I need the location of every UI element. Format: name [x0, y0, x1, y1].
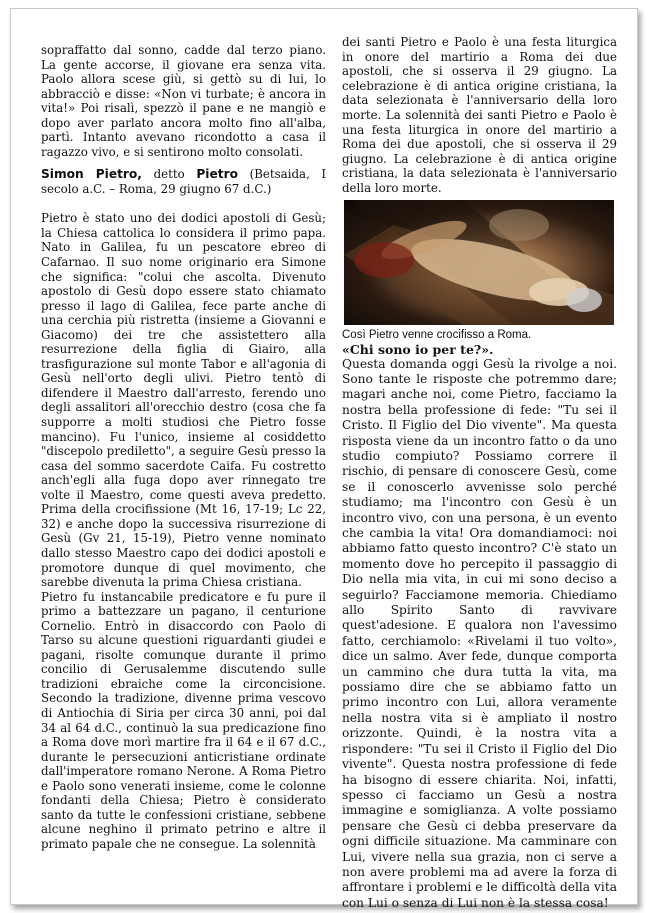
body-paragraph-1: Pietro è stato uno dei dodici apostoli di Gesù; la Chiesa cattolica lo considera il primo papa. Nato in Galilea, fu un pescatore ebreo di Cafarnao. Il suo nome originario era Simone che significa: "colui che ascolta. Divenuto apostolo di Gesù dopo essere stato chiamato presso il lago di Galilea, fece parte anche di una cerchia più ristretta (insieme a Giovanni e Giacomo) dei tre che assistettero alla resurrezione della figlia di Giairo, alla trasfigurazione sul monte Tabor e all'agonia di Gesù nell'orto degli ulivi. Pietro tentò di difendere il Maestro dall'arresto, ferendo uno degli assalitori all'orecchio destro (cosa che fa supporre a molti studiosi che Pietro fosse mancino). Fu l'unico, insieme al cosiddetto "discepolo prediletto", a seguire Gesù presso la casa del sommo sacerdote Caifa. Fu costretto anch'egli alla fuga dopo aver rinnegato tre volte il Maestro, come questi aveva predetto. Prima della crocifissione (Mt 16, 17-19; Lc 22, 32) e anche dopo la successiva risurrezione di Gesù (Gv 21, 15-19), Pietro venne nominato dallo stesso Maestro capo dei dodici apostoli e promotore dunque di quel movimento, che sarebbe divenuta la prima Chiesa cristiana. — [41, 211, 326, 590]
document-page — [10, 8, 638, 910]
heading-detto: detto — [153, 167, 185, 182]
main-paragraph: Questa domanda oggi Gesù la rivolge a noi. Sono tante le risposte che potremmo dare; magari anche noi, come Pietro, facciamo la nostra bella professione di fede: "Tu sei il Cristo. Il Figlio del Dio vivente". Ma questa risposta viene da un incontro fatto o da uno studio compiuto? Possiamo correre il rischio, di pensare di conoscere Gesù, come se il conoscerlo avvenisse solo perché studiamo; ma l'incontro con Gesù è un incontro vivo, con una persona, è un evento che cambia la vita! Ora domandiamoci: noi abbiamo fatto questo incontro? C'è stato un momento dove ho percepito il passaggio di Dio nella mia vita, in cui mi sono deciso a seguirlo? Facciamone memoria. Chiediamo allo Spirito Santo di ravvivare quest'adesione. E qualora non l'avessimo fatto, cerchiamolo: «Rivelami il tuo volto», dice un salmo. Aver fede, dunque comporta un cammino che dura tutta la vita, ma possiamo dire che se abbiamo fatto un primo incontro con Lui, allora veramente nella nostra vita si è ampliato il nostro orizzonte. Quindi, è la nostra vita a rispondere: "Tu sei il Cristo il Figlio del Dio vivente". Questa nostra professione di fede ha bisogno di essere chiarita. Noi, infatti, spesso ci facciamo un Gesù a nostra immagine e somiglianza. A volte possiamo pensare che Gesù ci debba preservare da ogni difficile situazione. Ma camminare con Lui, vivere nella sua grazia, non ci serve a non avere problemi ma ad avere la forza di affrontare i problemi e le difficoltà della vita con Lui o senza di Lui non è la stessa cosa! — [342, 356, 617, 910]
heading-dates: (Betsaida, I secolo a.C. – Roma, 29 giugno 67 d.C.) — [41, 167, 326, 197]
image-caption: Così Pietro venne crocifisso a Roma. — [342, 328, 532, 341]
section-heading — [41, 167, 326, 197]
right-column — [342, 35, 617, 911]
top-paragraph: dei santi Pietro e Paolo è una festa liturgica in onore del martirio a Roma dei due apostoli, che si osserva il 29 giugno. La celebrazione è di antica origine cristiana, la data selezionata è l'anniversario della loro morte. La solennità dei santi Pietro e Paolo è una festa liturgica in onore del martirio a Roma dei due apostoli, che si osserva il 29 giugno. La celebrazione è di antica origine cristiana, la data selezionata è l'anniversario della loro morte. — [342, 35, 617, 195]
body-paragraph-2: Pietro fu instancabile predicatore e fu pure il primo a battezzare un pagano, il centurione Cornelio. Entrò in disaccordo con Paolo di Tarso su alcune questioni riguardanti giudei e pagani, risolte comunque durante il primo concilio di Gerusalemme discutendo sulle tradizioni ebraiche come la circoncisione. Secondo la tradizione, divenne prima vescovo di Antiochia di Siria per circa 30 anni, poi dal 34 al 64 d.C., continuò la sua predicazione fino a Roma dove morì martire fra il 64 e il 67 d.C., durante le persecuzioni anticristiane ordinate dall'imperatore romano Nerone. A Roma Pietro e Paolo sono venerati insieme, come le colonne fondanti della Chiesa; Pietro è considerato santo da tutte le confessioni cristiane, sebbene alcune neghino il primato petrino e altre il primato papale che ne consegue. La solennità — [41, 589, 326, 851]
heading-pietro: Pietro — [196, 167, 238, 182]
crucifixion-painting — [344, 200, 614, 325]
question-title: «Chi sono io per te?». — [342, 341, 494, 357]
left-column — [41, 43, 326, 851]
heading-name: Simon Pietro, — [41, 167, 142, 182]
intro-paragraph: sopraffatto dal sonno, cadde dal terzo piano. La gente accorse, il giovane era senza vita. Paolo allora scese giù, si gettò su di lui, lo abbracciò e disse: «Non vi turbate; è ancora in vita!» Poi risalì, spezzò il pane e ne mangiò e dopo aver parlato ancora molto fino all'alba, partì. Intanto avevano ricondotto a casa il ragazzo vivo, e si sentirono molto consolati. — [41, 43, 326, 159]
